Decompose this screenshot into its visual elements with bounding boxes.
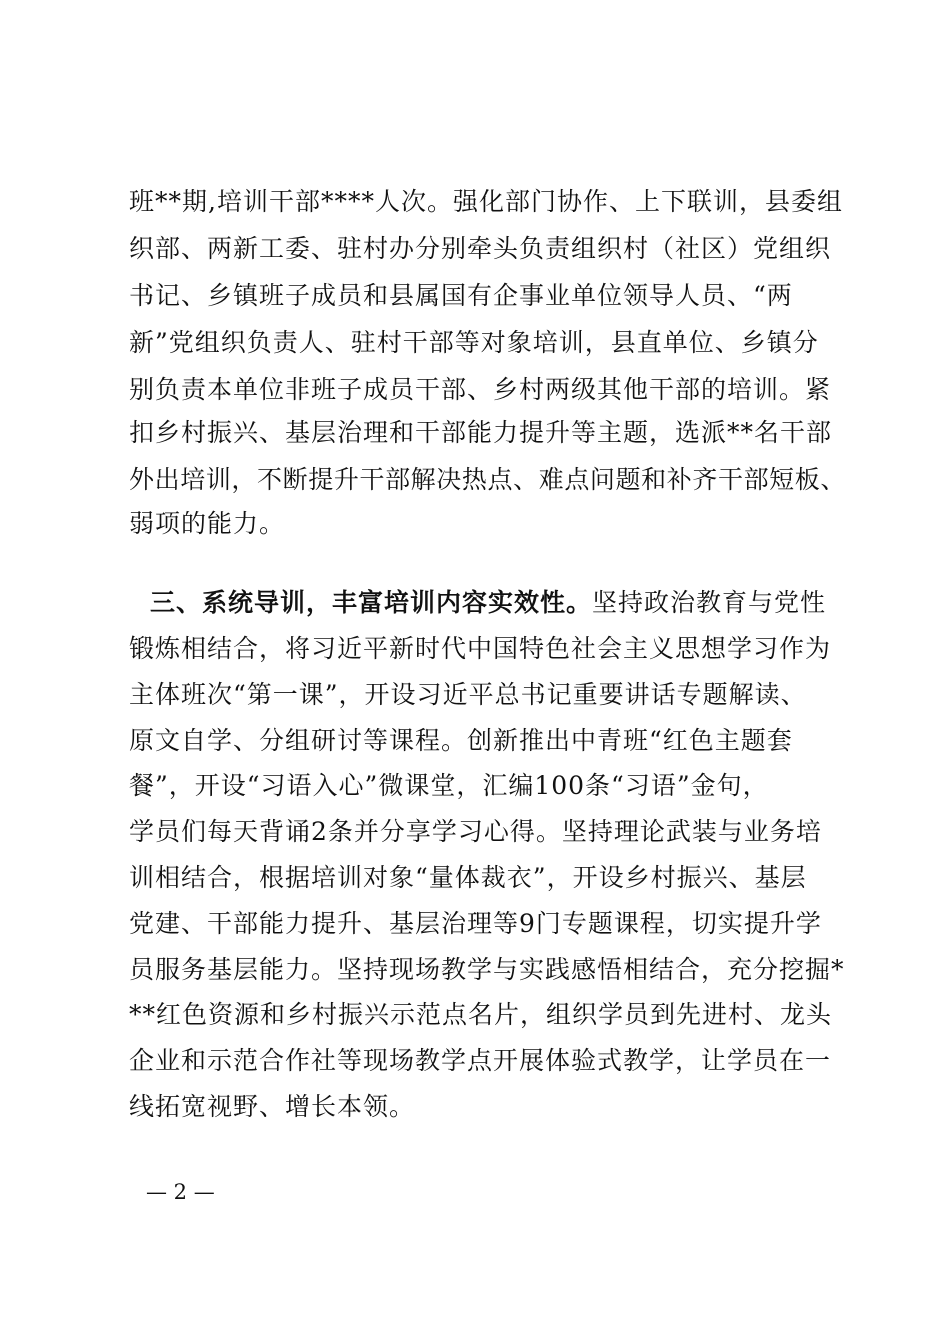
text-line: 书记、乡镇班子成员和县属国有企事业单位领导人员、“两 (129, 281, 793, 310)
text-line: 外出培训，不断提升干部解决热点、难点问题和补齐干部短板、 (129, 465, 847, 494)
text-line: 新”党组织负责人、驻村干部等对象培训，县直单位、乡镇分 (129, 328, 819, 357)
text-line: 餐”，开设“习语入心”微课堂，汇编100条“习语”金句， (129, 771, 769, 800)
text-line: 班**期,培训干部****人次。强化部门协作、上下联训，县委组 (129, 187, 843, 216)
text-line: 原文自学、分组研讨等课程。创新推出中青班“红色主题套 (129, 726, 793, 755)
text-line: 企业和示范合作社等现场教学点开展体验式教学，让学员在一 (129, 1046, 832, 1075)
text-line: 锻炼相结合，将习近平新时代中国特色社会主义思想学习作为 (129, 634, 832, 663)
text-line: 弱项的能力。 (129, 509, 286, 538)
text-span: 坚持政治教育与党性 (592, 588, 827, 617)
section-heading: 三、系统导训，丰富培训内容实效性。 (150, 588, 593, 617)
paragraph-first-line (150, 583, 826, 623)
text-line: 学员们每天背诵2条并分享学习心得。坚持理论武装与业务培 (129, 817, 822, 846)
page-number: — 2 — (146, 1180, 215, 1204)
text-line: 训相结合，根据培训对象“量体裁衣”，开设乡村振兴、基层 (129, 863, 807, 892)
text-line: 扣乡村振兴、基层治理和干部能力提升等主题，选派**名干部 (129, 418, 833, 447)
text-line: 主体班次“第一课”，开设习近平总书记重要讲话专题解读、 (129, 680, 807, 709)
text-line: 别负责本单位非班子成员干部、乡村两级其他干部的培训。紧 (129, 375, 832, 404)
text-line: 员服务基层能力。坚持现场教学与实践感悟相结合，充分挖掘* (129, 955, 845, 984)
text-line: **红色资源和乡村振兴示范点名片，组织学员到先进村、龙头 (129, 1000, 833, 1029)
text-line: 线拓宽视野、增长本领。 (129, 1092, 416, 1121)
text-line: 织部、两新工委、驻村办分别牵头负责组织村（社区）党组织 (129, 234, 832, 263)
text-line: 党建、干部能力提升、基层治理等9门专题课程，切实提升学 (129, 909, 822, 938)
